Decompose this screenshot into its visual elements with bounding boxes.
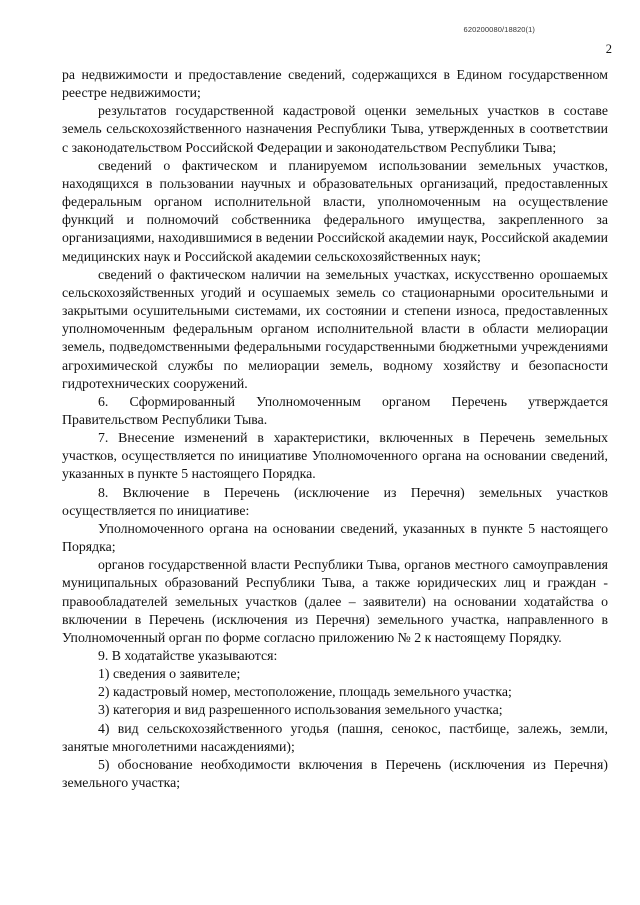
- list-item-1: 1) сведения о заявителе;: [98, 666, 241, 682]
- list-item-5: 5) обоснование необходимости включения в Перечень (исключения из Перечня) земельного участка;: [62, 756, 608, 791]
- list-item-2: 2) кадастровый номер, местоположение, площадь земельного участка;: [98, 684, 512, 700]
- list-item-3: 3) категория и вид разрешенного использования земельного участка;: [98, 702, 503, 718]
- paragraph-irrigation-info: сведений о фактическом наличии на земельных участках, искусственно орошаемых сельскохозяйственных угодий и осушаемых земель со стационарными оросительными и закрытыми осушительными системами, их состоянии и степени износа, предоставленных уполномоченным федеральным органом исполнительной власти в области мелиорации земель, подведомственными федеральными государственными бюджетными учреждениями агрохимической службы по мелиорации земель, водному хозяйству и безопасности гидротехнических сооружений.: [62, 266, 608, 391]
- page-number: 2: [605, 42, 612, 56]
- paragraph-item-6: 6. Сформированный Уполномоченным органом Перечень утверждается Правительством Республики Тыва.: [62, 393, 608, 427]
- list-item-4: 4) вид сельскохозяйственного угодья (пашня, сенокос, пастбище, залежь, земли, занятые многолетними насаждениями);: [62, 720, 608, 754]
- paragraph-land-use-info: сведений о фактическом и планируемом использовании земельных участков, находящихся в пользовании научных и образовательных организаций, предоставленных федеральным органом исполнительной власти, уполномоченным на осуществление функций и полномочий собственника федерального имущества, закрепленного за организациями, находившимися в ведении Российской академии наук, Российской академии медицинских наук и Российской академии сельскохозяйственных наук;: [62, 157, 608, 264]
- paragraph-item-8: 8. Включение в Перечень (исключение из Перечня) земельных участков осуществляется по инициативе:: [62, 484, 608, 518]
- paragraph-item-8-authorities: органов государственной власти Республики Тыва, органов местного самоуправления муниципальных образований Республики Тыва, а также юридических лиц и граждан - правообладателей земельных участков (далее – заявители) на основании ходатайства о включении в Перечень (исключения из Перечня) земельного участка, направленного в Уполномоченный орган по форме согласно приложению № 2 к настоящему Порядку.: [62, 557, 608, 645]
- document-code: 620200080/18820(1): [463, 25, 535, 34]
- paragraph-continuation: ра недвижимости и предоставление сведений, содержащихся в Едином государственном реестре недвижимости;: [62, 67, 608, 101]
- paragraph-item-9: 9. В ходатайстве указываются:: [98, 648, 278, 663]
- paragraph-cadastral-valuation: результатов государственной кадастровой оценки земельных участков в составе земель сельскохозяйственного назначения Республики Тыва, утвержденных в соответствии с законодательством Российской Федерации и законодательством Республики Тыва;: [62, 103, 608, 155]
- paragraph-item-7: 7. Внесение изменений в характеристики, включенных в Перечень земельных участков, осуществляется по инициативе Уполномоченного органа на основании сведений, указанных в пункте 5 настоящего Порядка.: [62, 430, 608, 482]
- document-body: [62, 66, 608, 792]
- paragraph-item-8-authorized-body: Уполномоченного органа на основании сведений, указанных в пункте 5 настоящего Порядка;: [62, 520, 608, 555]
